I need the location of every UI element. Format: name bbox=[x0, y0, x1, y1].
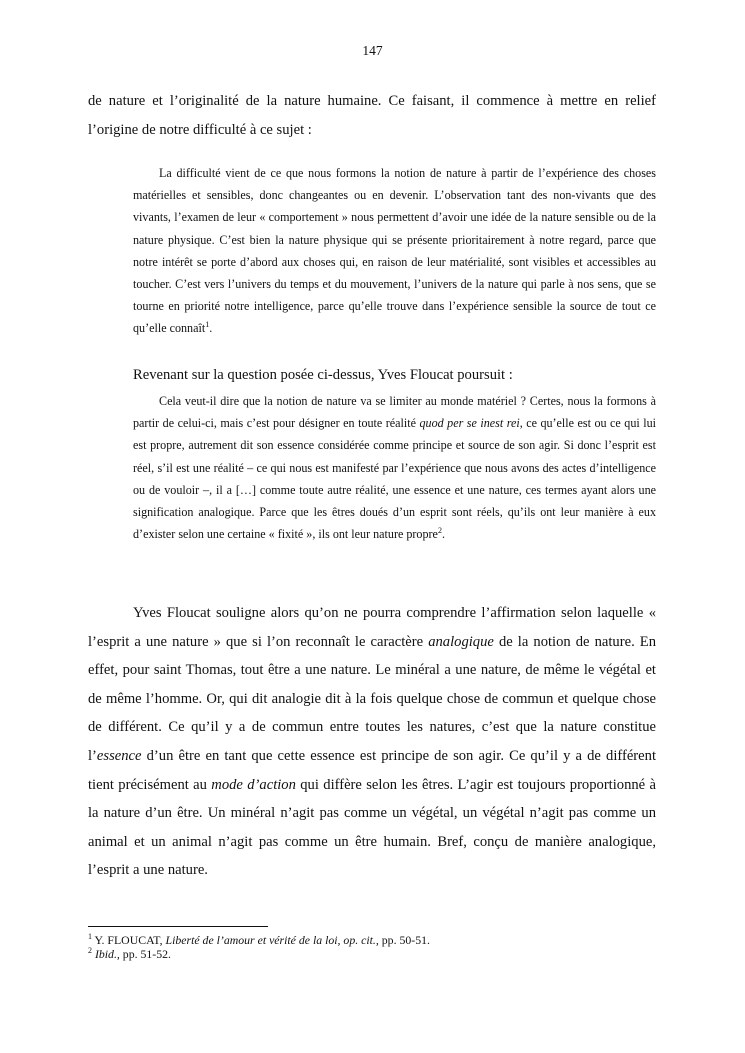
footnote-1 bbox=[88, 933, 656, 947]
quote-2-latin-phrase: quod per se inest rei bbox=[419, 416, 520, 431]
paragraph-3 bbox=[88, 599, 656, 885]
paragraph-3-part-3: d’un être en tant que cette essence est principe de son agir. Ce qu’il y a de différent tient précisément au bbox=[88, 747, 656, 793]
footnote-2-number: 2 bbox=[88, 946, 92, 956]
block-quote-2-text bbox=[133, 390, 656, 545]
paragraph-3-italic-essence: essence bbox=[96, 747, 142, 764]
footnote-1-title: Liberté de l’amour et vérité de la loi, op. cit., bbox=[165, 933, 379, 947]
quote-1-end: . bbox=[209, 321, 213, 336]
quote-2-part-1: Cela veut-il dire que la notion de nature va se limiter au monde matériel ? Certes, nous la formons à partir de celui-ci, mais c’est pour désigner en toute réalité bbox=[133, 394, 656, 431]
footnote-2-post: pp. 51-52. bbox=[119, 947, 171, 961]
footnote-ref-1[interactable]: 1 bbox=[205, 320, 210, 330]
paragraph-3-part-2: de la notion de nature. En effet, pour saint Thomas, tout être a une nature. Le minéral a une nature, de même le végétal et de même l’homme. Or, qui dit analogie dit à la fois quelque chose de commun et quelque chose de différent. Ce qu’il y a de commun entre toutes les natures, c’est que la nature constitue l’ bbox=[88, 633, 656, 764]
quote-1-body: La difficulté vient de ce que nous formons la notion de nature à partir de l’expérience des choses matérielles et sensibles, donc changeantes ou en devenir. L’observation tant des non-vivants que des vivants, l’examen de leur « comportement » nous permettent d’avoir une idée de la nature sensible ou de la nature physique. C’est bien la nature physique qui se présente prioritairement à notre regard, parce que notre intérêt se porte d’abord aux choses qui, en raison de leur matérialité, sont visibles et accessibles au toucher. C’est vers l’univers du temps et du mouvement, l’univers de la nature qui parle à nos sens, que se tourne en priorité notre intelligence, parce qu’elle trouve dans l’expérience sensible la source de tout ce qu’elle connaît bbox=[133, 166, 656, 336]
block-quote-2 bbox=[133, 390, 656, 545]
paragraph-3-part-4: qui diffère selon les êtres. L’agir est toujours proportionné à la nature d’un être. Un minéral n’agit pas comme un végétal, un végétal n’agit pas comme un animal et un animal n’agit pas comme un être humain. Bref, conçu de manière analogique, l’esprit a une nature. bbox=[88, 776, 656, 879]
paragraph-3-part-1: Yves Floucat souligne alors qu’on ne pourra comprendre l’affirmation selon laquelle « l’esprit a une nature » que si l’on reconnaît le caractère bbox=[88, 605, 656, 650]
footnote-2-ibid: Ibid., bbox=[94, 947, 120, 961]
footnote-2 bbox=[88, 947, 656, 961]
footnote-1-pre: Y. FLOUCAT, bbox=[94, 933, 166, 947]
footnote-ref-2[interactable]: 2 bbox=[437, 526, 442, 536]
paragraph-3-italic-mode-action: mode d’action bbox=[211, 776, 296, 793]
block-quote-1 bbox=[133, 162, 656, 340]
quote-2-part-2: , ce qu’elle est ou ce qui lui est propre, autrement dit son essence considérée comme principe et source de son agir. Si donc l’esprit est réel, s’il est une réalité – ce qui nous est manifesté par l’expérience que nous avons des actes d’intelligence ou de vouloir –, il a […] comme toute autre réalité, une essence et une nature, ces termes ayant alors une signification analogique. Parce que les êtres doués d’un esprit sont réels, qu’ils ont leur manière à eux d’exister selon une certaine « fixité », ils ont leur nature propre bbox=[133, 416, 656, 542]
paragraph-3-italic-analogique: analogique bbox=[428, 633, 494, 650]
footnote-1-number: 1 bbox=[88, 932, 92, 942]
footnote-separator bbox=[88, 926, 268, 927]
paragraph-2-intro: Revenant sur la question posée ci-dessus, Yves Floucat poursuit : bbox=[133, 367, 513, 383]
paragraph-1: de nature et l’originalité de la nature humaine. Ce faisant, il commence à mettre en relief l’origine de notre difficulté à ce sujet : bbox=[88, 93, 656, 138]
quote-2-end: . bbox=[441, 527, 445, 542]
page-number: 147 bbox=[362, 43, 383, 58]
footnote-1-post: pp. 50-51. bbox=[378, 933, 430, 947]
footnotes bbox=[88, 933, 656, 961]
block-quote-1-text bbox=[133, 162, 656, 340]
